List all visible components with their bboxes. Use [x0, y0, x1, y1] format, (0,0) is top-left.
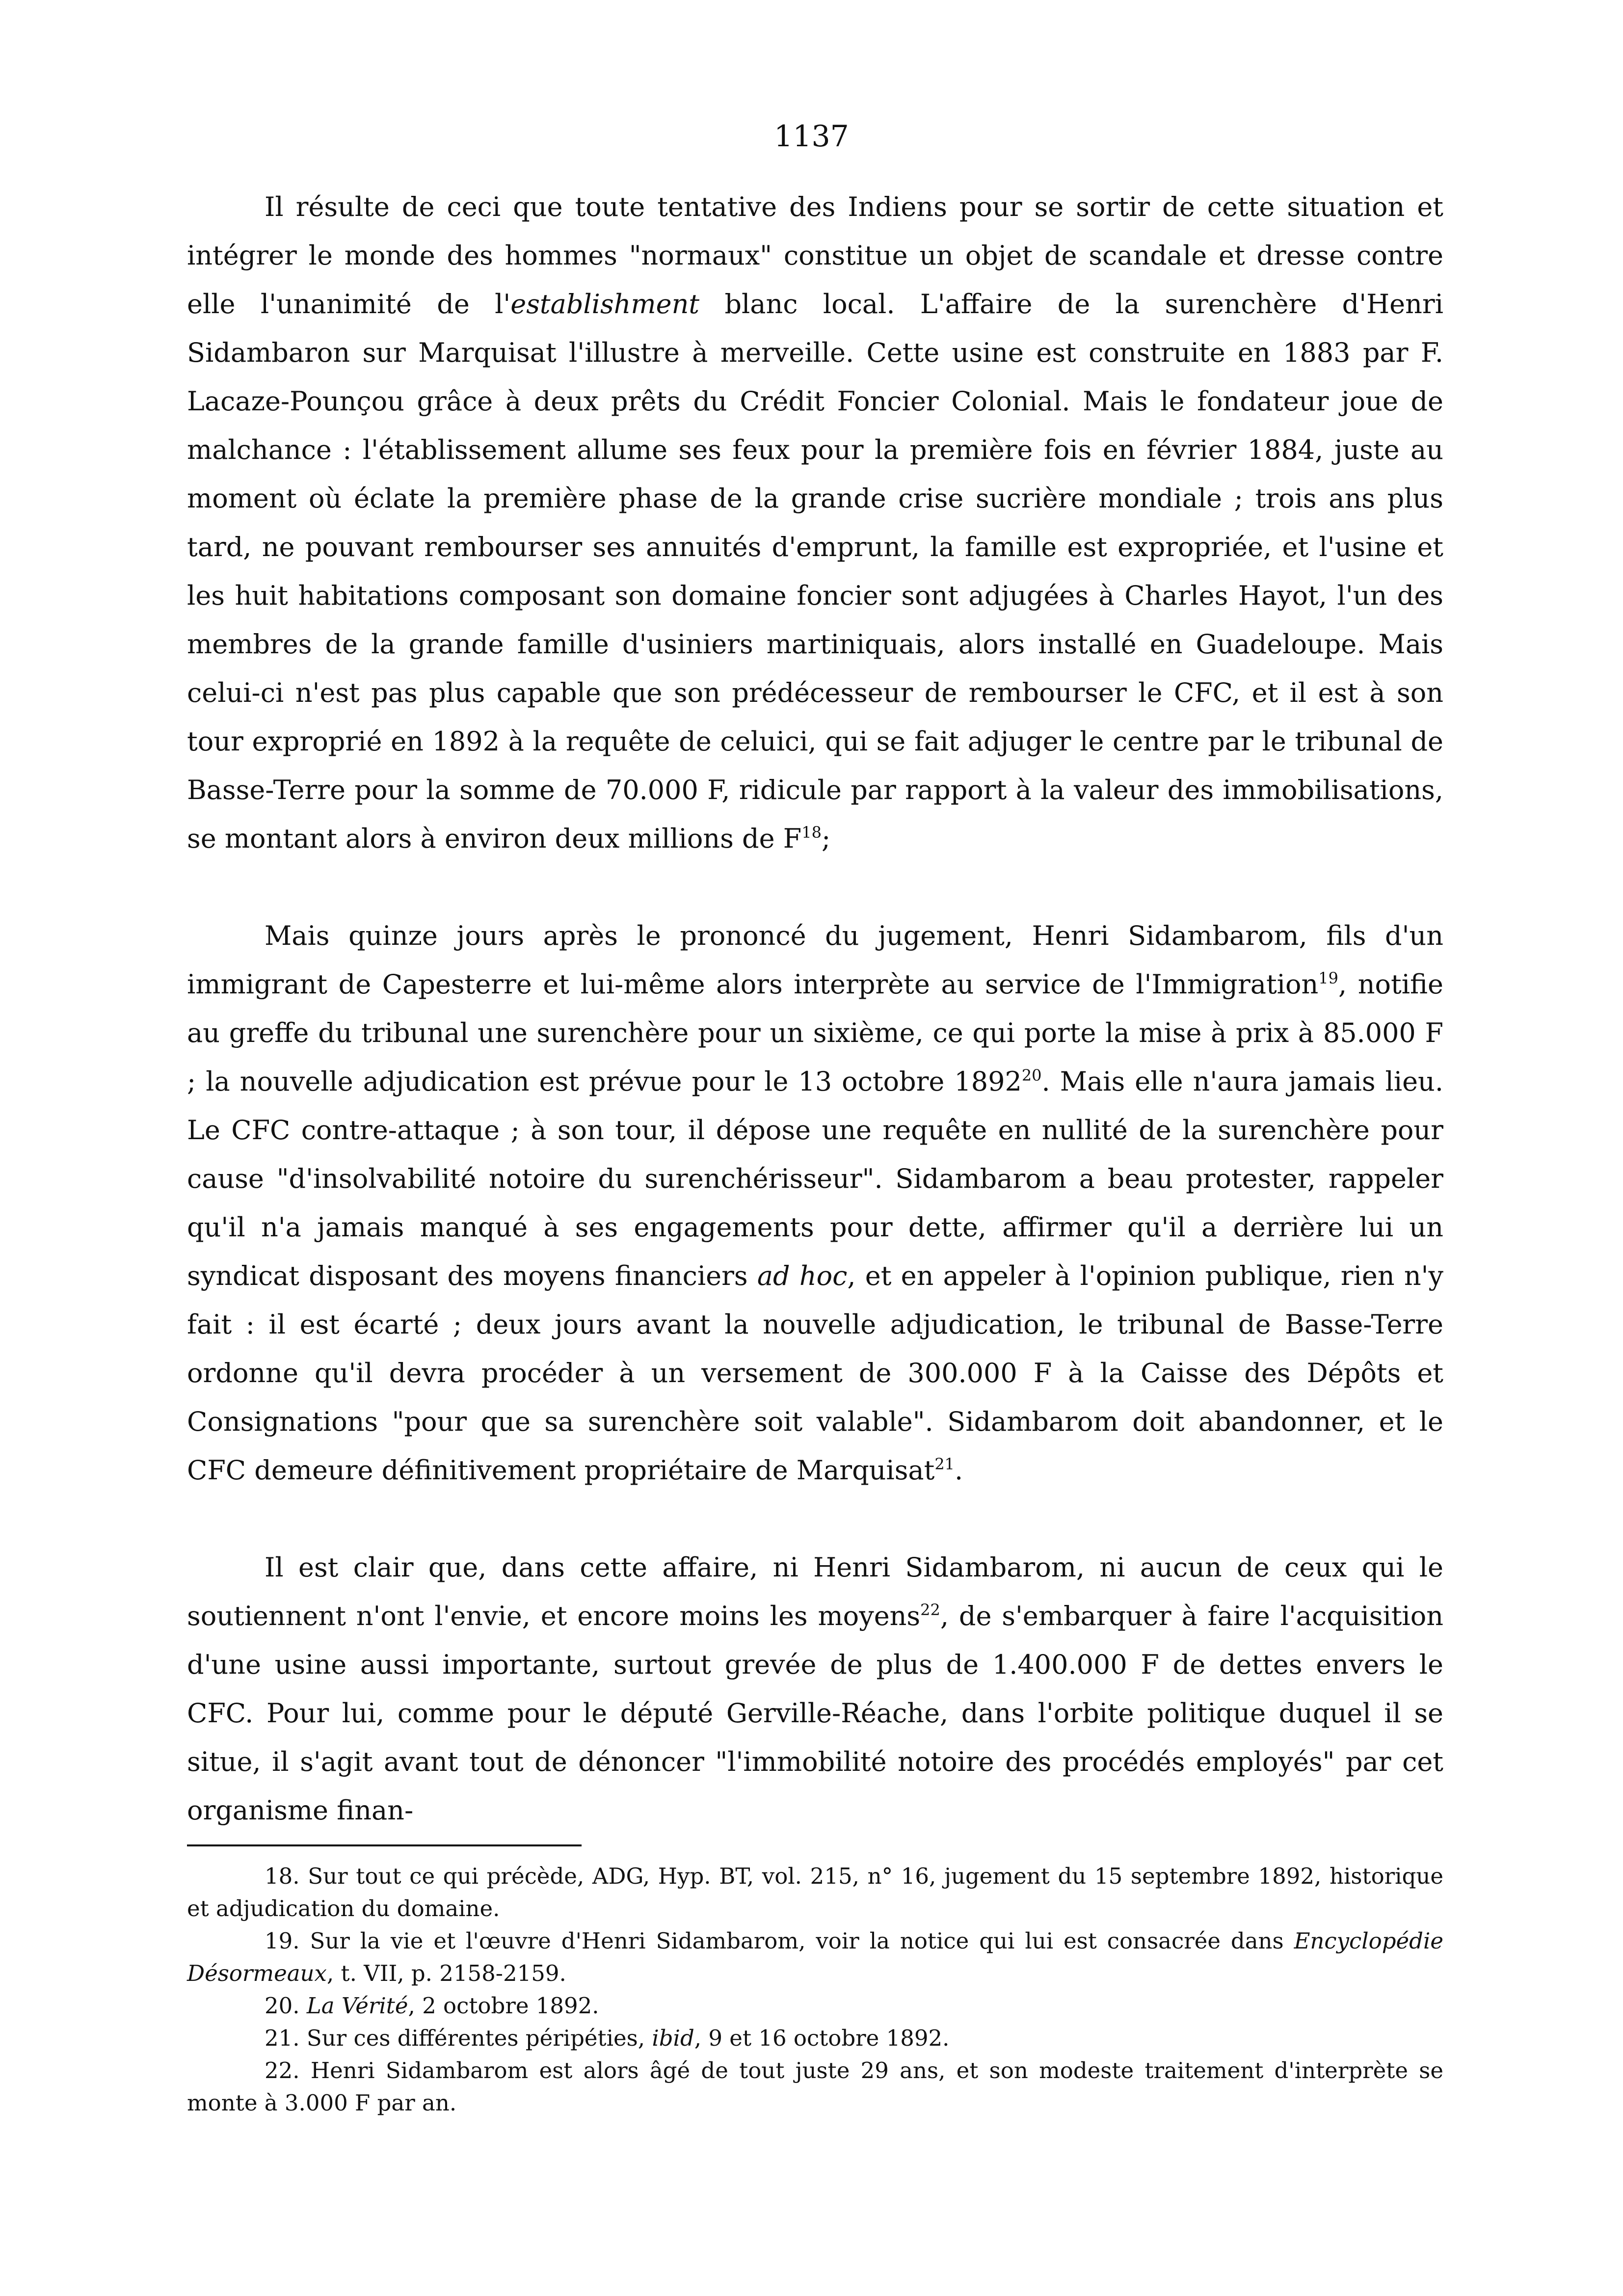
- page-number: 1137: [774, 119, 849, 154]
- footnote-22: 22. Henri Sidambarom est alors âgé de tout juste 29 ans, et son modeste traitement d'interprète se monte à 3.000 F par an.: [187, 2057, 1443, 2116]
- footnote-ref-20: 20: [1021, 1066, 1042, 1085]
- paragraph-text: Il résulte de ceci que toute tentative des Indiens pour se sortir de cette situation et intégrer le monde des hommes "normaux" constitue un objet de scandale et dresse contre elle l'unanimité de l': [187, 191, 1443, 320]
- footnote-text: , 2 octobre 1892.: [408, 1993, 599, 2019]
- footnote-text: 19. Sur la vie et l'œuvre d'Henri Sidambarom, voir la notice qui lui est consacrée dans: [265, 1928, 1294, 1954]
- footnote-text: , 9 et 16 octobre 1892.: [694, 2025, 950, 2051]
- paragraph-1: [187, 183, 1443, 863]
- body-text: [187, 183, 1443, 1835]
- paragraph-text: , notifie au greffe du tribunal une surenchère pour un sixième, ce qui porte la mise à prix à 85.000 F ; la nouvelle adjudication est prévue pour le 13 octobre 1892: [187, 969, 1443, 1097]
- footnotes: [187, 1860, 1443, 2119]
- italic-title: La Vérité: [306, 1993, 408, 2019]
- footnote-18: 18. Sur tout ce qui précède, ADG, Hyp. BT, vol. 215, n° 16, jugement du 15 septembre 1892, historique et adjudication du domaine.: [187, 1863, 1443, 1922]
- paragraph-text: . Mais elle n'aura jamais lieu. Le CFC contre-attaque ; à son tour, il dépose une requête en nullité de la surenchère pour cause "d'insolvabilité notoire du surenchérisseur". Sidambarom a beau protester, rappeler qu'il n'a jamais manqué à ses engagements pour dette, affirmer qu'il a derrière lui un syndicat disposant des moyens financiers: [187, 1066, 1443, 1291]
- footnote-ref-22: 22: [920, 1601, 940, 1619]
- paragraph-text: blanc local. L'affaire de la surenchère d'Henri Sidambaron sur Marquisat l'illustre à merveille. Cette usine est construite en 1883 par F. Lacaze-Pounçou grâce à deux prêts du Crédit Foncier Colonial. Mais le fondateur joue de malchance : l'établissement allume ses feux pour la première fois en février 1884, juste au moment où éclate la première phase de la grande crise sucrière mondiale ; trois ans plus tard, ne pouvant rembourser ses annuités d'emprunt, la famille est expropriée, et l'usine et les huit habitations composant son domaine foncier sont adjugées à Charles Hayot, l'un des membres de la grande famille d'usiniers martiniquais, alors installé en Guadeloupe. Mais celui-ci n'est pas plus capable que son prédécesseur de rembourser le CFC, et il est à son tour exproprié en 1892 à la requête de celuici, qui se fait adjuger le centre par le tribunal de Basse-Terre pour la somme de 70.000 F, ridicule par rapport à la valeur des immobilisations, se montant alors à environ deux millions de F: [187, 289, 1443, 854]
- footnote-21: [187, 2022, 1443, 2055]
- footnote-separator: [187, 1844, 582, 1846]
- footnote-19: [187, 1925, 1443, 1990]
- footnote-text: , t. VII, p. 2158-2159.: [326, 1960, 566, 1986]
- paragraph-text: , et en appeler à l'opinion publique, rien n'y fait : il est écarté ; deux jours avant la nouvelle adjudication, le tribunal de Basse-Terre ordonne qu'il devra procéder à un versement de 300.000 F à la Caisse des Dépôts et Consignations "pour que sa surenchère soit valable". Sidambarom doit abandonner, et le CFC demeure définitivement propriétaire de Marquisat: [187, 1260, 1443, 1486]
- paragraph-text: Il est clair que, dans cette affaire, ni Henri Sidambarom, ni aucun de ceux qui le soutiennent n'ont l'envie, et encore moins les moyens: [187, 1552, 1443, 1631]
- paragraph-text: .: [955, 1455, 963, 1486]
- paragraph-3: [187, 1543, 1443, 1835]
- footnote-ref-19: 19: [1318, 969, 1338, 988]
- paragraph-text: ;: [821, 823, 831, 854]
- footnote-ref-18: 18: [801, 823, 822, 842]
- footnote-20: [187, 1990, 1443, 2022]
- italic-term: ad hoc: [757, 1260, 848, 1291]
- italic-title: Encyclopédie Désormeaux: [187, 1928, 1443, 1986]
- italic-term: establishment: [510, 289, 700, 320]
- paragraph-text: , de s'embarquer à faire l'acquisition d'une usine aussi importante, surtout grevée de plus de 1.400.000 F de dettes envers le CFC. Pour lui, comme pour le député Gerville-Réache, dans l'orbite politique duquel il se situe, il s'agit avant tout de dénoncer "l'immobilité notoire des procédés employés" par cet organisme finan-: [187, 1601, 1443, 1826]
- paragraph-text: Mais quinze jours après le prononcé du jugement, Henri Sidambarom, fils d'un immigrant de Capesterre et lui-même alors interprète au service de l'Immigration: [187, 920, 1443, 1000]
- footnote-text: 21. Sur ces différentes péripéties,: [265, 2025, 652, 2051]
- footnote-text: 20.: [265, 1993, 307, 2019]
- footnote-ref-21: 21: [934, 1455, 955, 1473]
- italic-term: ibid: [652, 2025, 694, 2051]
- paragraph-2: [187, 911, 1443, 1495]
